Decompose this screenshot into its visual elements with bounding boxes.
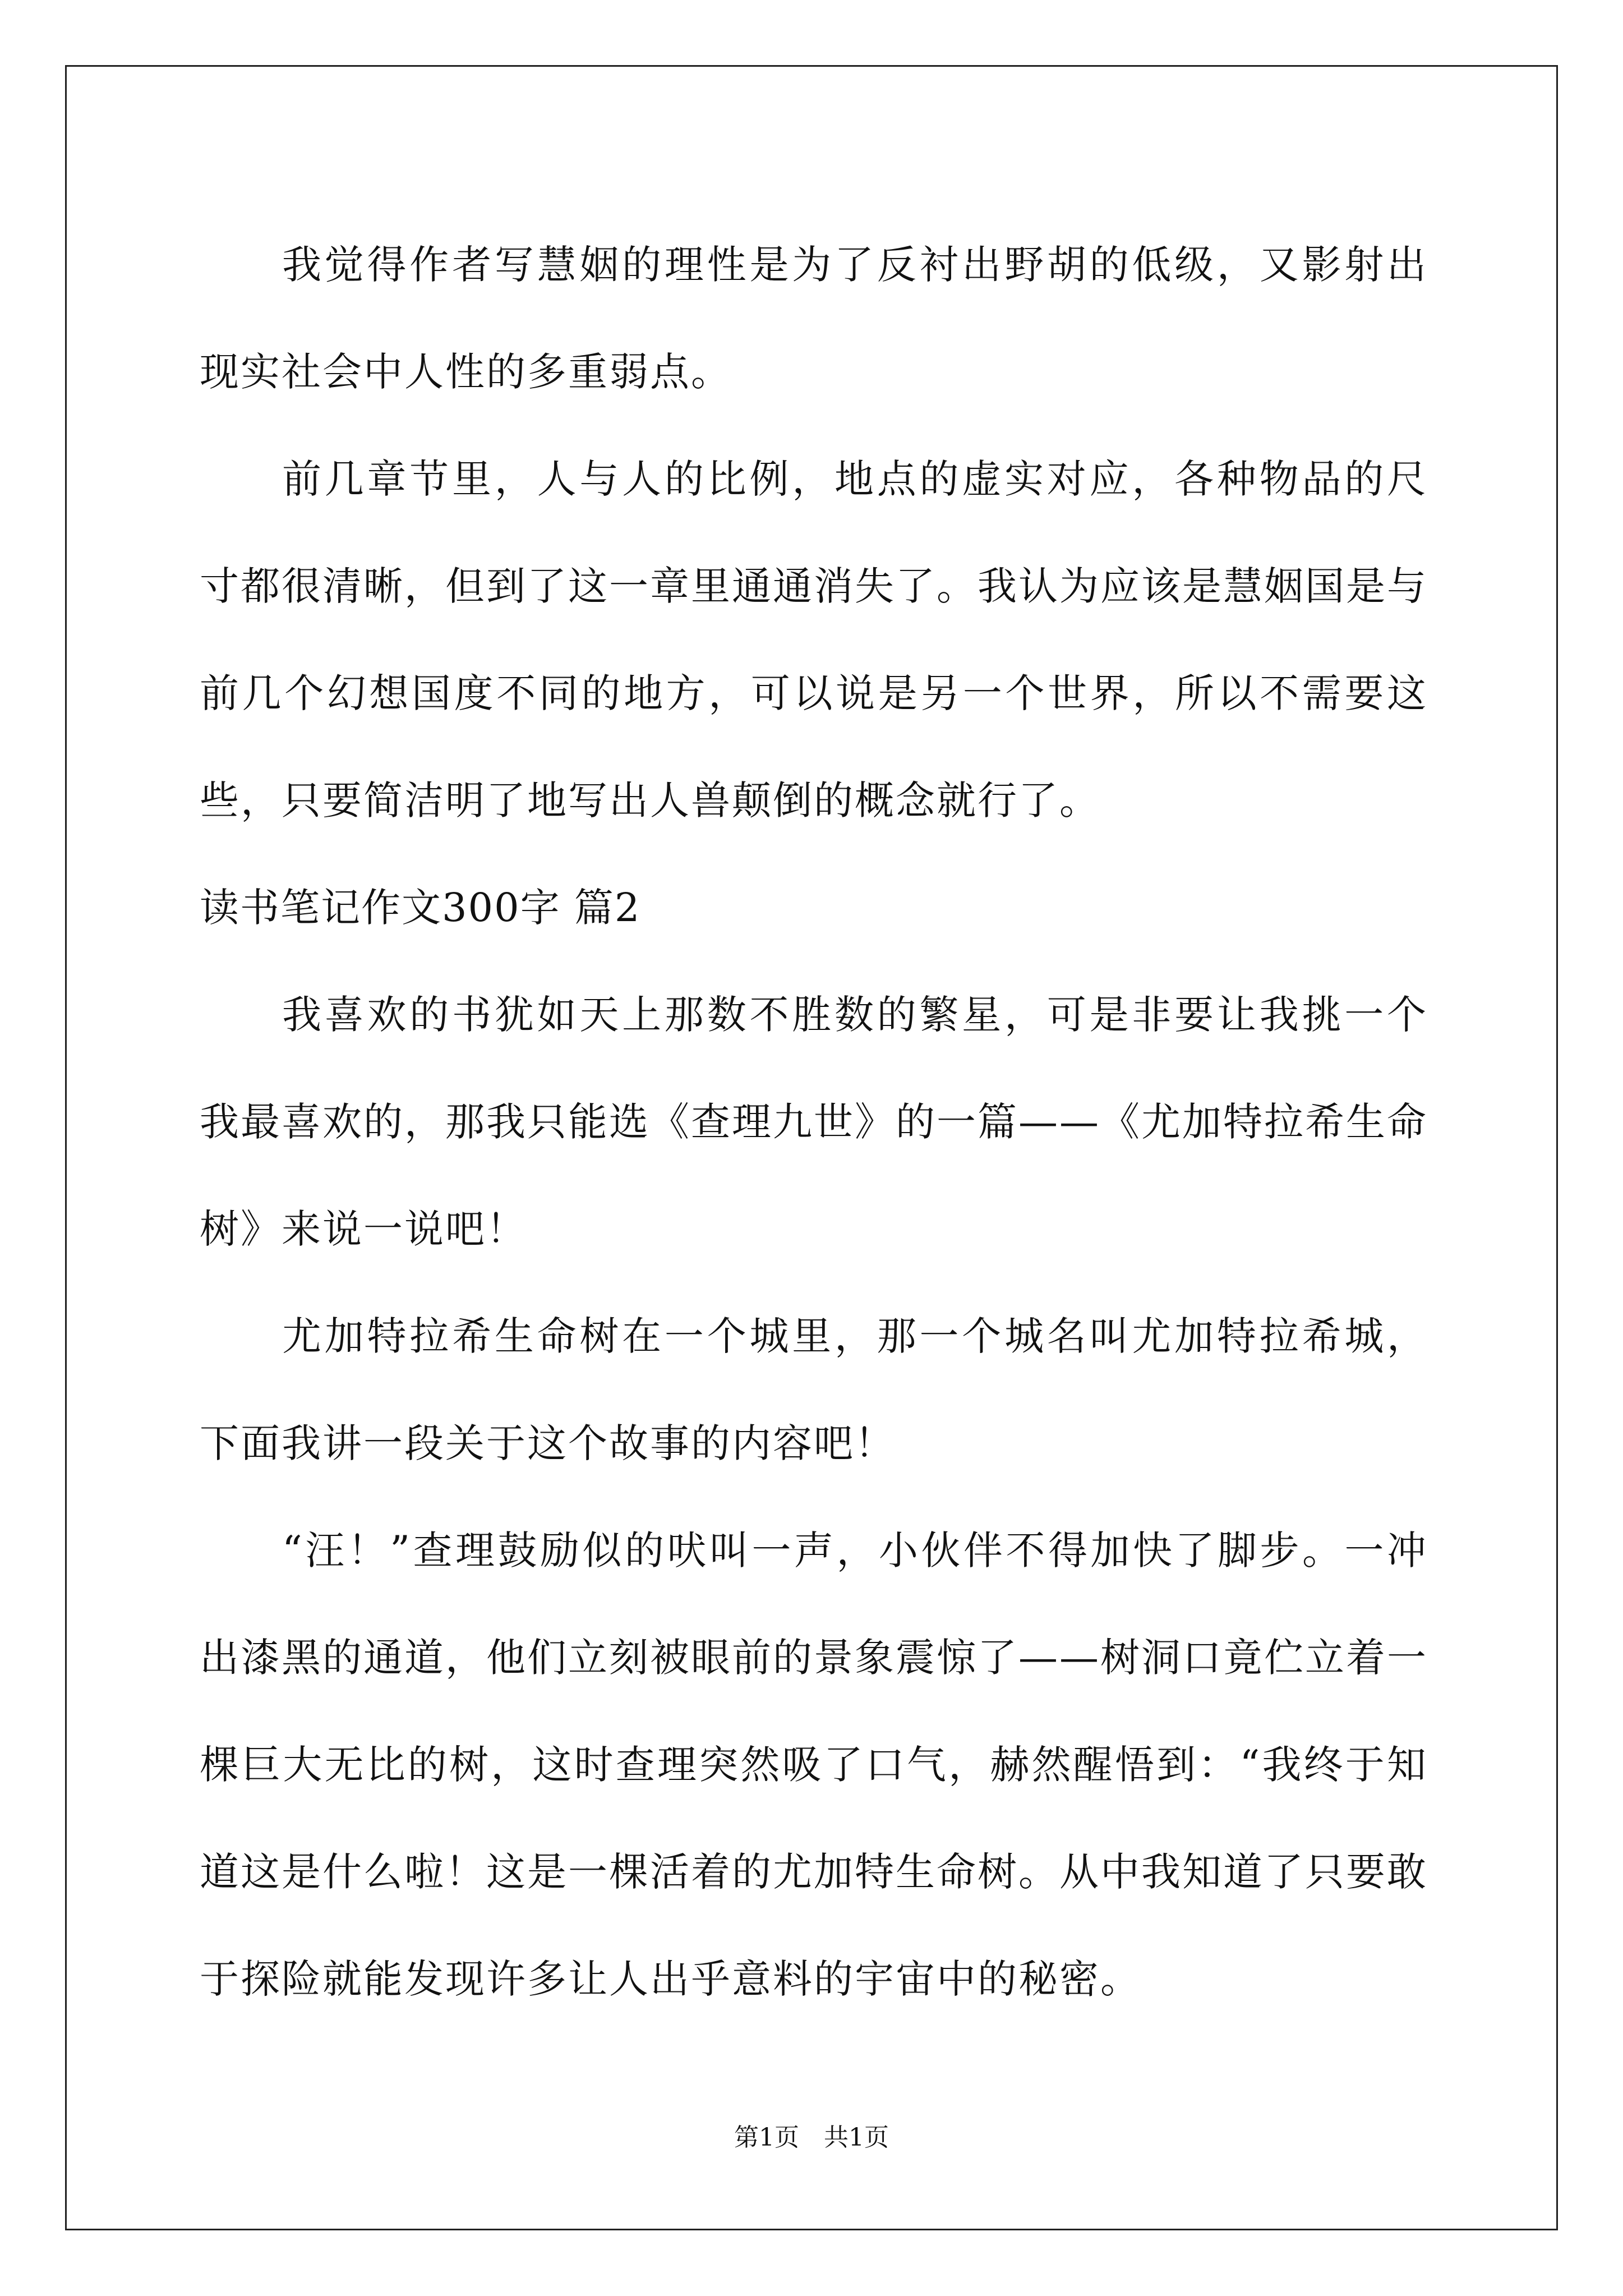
paragraph-5: “汪！”查理鼓励似的吠叫一声，小伙伴不得加快了脚步。一冲出漆黑的通道，他们立刻被眼前的景象震惊了——树洞口竟伫立着一棵巨大无比的树，这时查理突然吸了口气，赫然醒悟到：“我终于知道这是什么啦！这是一棵活着的尤加特生命树。从中我知道了只要敢于探险就能发现许多让人出乎意料的宇宙中的秘密。 bbox=[200, 1527, 1428, 2002]
paragraph-2: 前几章节里，人与人的比例，地点的虚实对应，各种物品的尺寸都很清晰，但到了这一章里通通消失了。我认为应该是慧姻国是与前几个幻想国度不同的地方，可以说是另一个世界，所以不需要这些，只要简洁明了地写出人兽颠倒的概念就行了。 bbox=[200, 456, 1428, 823]
paragraph-4: 尤加特拉希生命树在一个城里，那一个城名叫尤加特拉希城，下面我讲一段关于这个故事的内容吧！ bbox=[200, 1313, 1428, 1466]
paragraph-3: 我喜欢的书犹如天上那数不胜数的繁星，可是非要让我挑一个我最喜欢的，那我只能选《查理九世》的一篇——《尤加特拉希生命树》来说一说吧！ bbox=[200, 992, 1428, 1252]
document-body bbox=[200, 211, 1428, 2033]
paragraph-1: 我觉得作者写慧姻的理性是为了反衬出野胡的低级，又影射出现实社会中人性的多重弱点。 bbox=[200, 242, 1428, 395]
page-footer: 第1页 共1页 bbox=[734, 2123, 889, 2152]
section-heading: 读书笔记作文300字 篇2 bbox=[200, 885, 641, 931]
